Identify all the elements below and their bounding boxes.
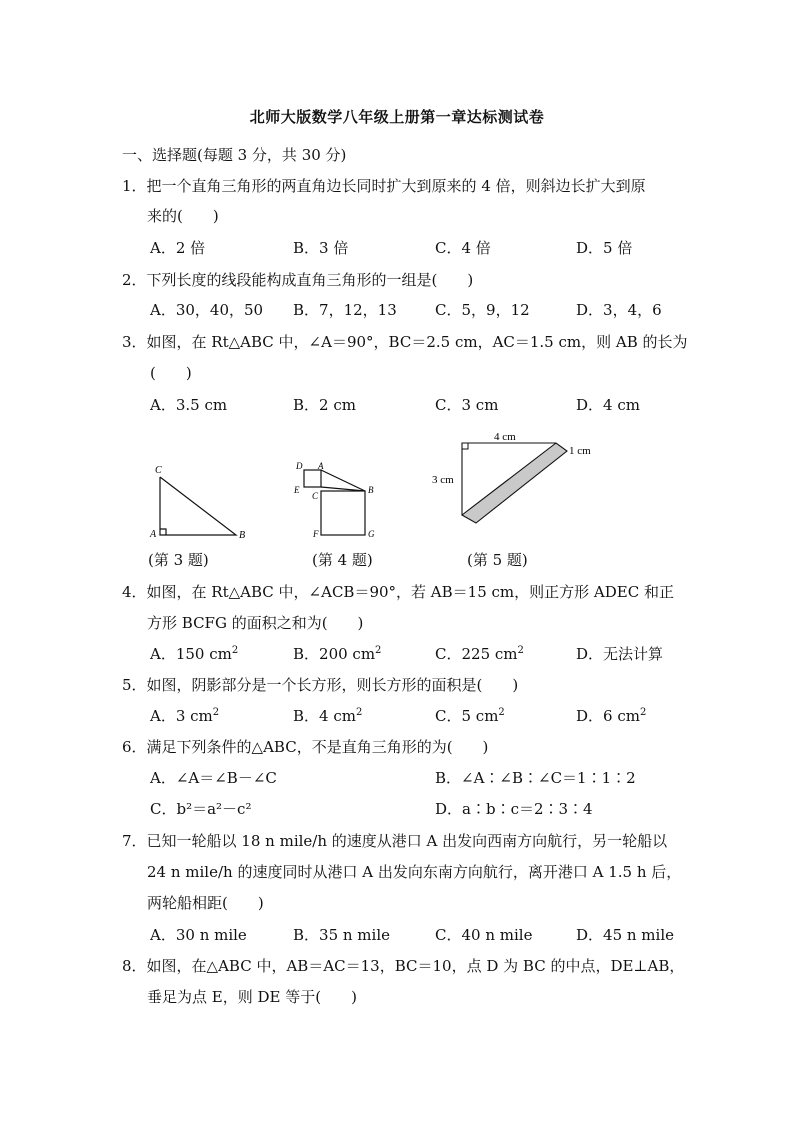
- fig4-label-g: G: [368, 529, 375, 539]
- question-1-text-cont: 来的( ): [147, 207, 219, 225]
- q3-option-c: C．3 cm: [435, 396, 499, 414]
- question-8-text-cont: 垂足为点 E，则 DE 等于( ): [147, 988, 357, 1006]
- q7-option-d: D．45 n mile: [576, 926, 675, 944]
- q3-option-d: D．4 cm: [576, 396, 640, 414]
- question-7-text-cont2: 两轮船相距( ): [147, 894, 264, 912]
- question-2-text: 2．下列长度的线段能构成直角三角形的一组是( ): [122, 271, 474, 289]
- q6-option-a: A．∠A＝∠B－∠C: [150, 769, 277, 787]
- fig5-left-length: 3 cm: [432, 474, 454, 486]
- q4-option-a: A．150 $cm^2$: [150, 645, 239, 663]
- q3-option-b: B．2 cm: [293, 396, 356, 414]
- q2-option-b: B．7，12，13: [293, 301, 397, 319]
- question-7-text: 7．已知一轮船以 18 n mile/h 的速度从港口 A 出发向西南方向航行，另一轮船以: [122, 832, 668, 850]
- question-3-text-cont: ( ): [150, 364, 192, 382]
- fig5-top-length: 4 cm: [494, 431, 516, 443]
- figure-3-caption: (第 3 题): [148, 551, 209, 569]
- q7-option-b: B．35 n mile: [293, 926, 391, 944]
- fig4-label-c: C: [312, 491, 319, 501]
- q1-option-a: A．2 倍: [150, 239, 206, 257]
- page-title: 北师大版数学八年级上册第一章达标测试卷: [249, 108, 545, 126]
- q1-option-b: B．3 倍: [293, 239, 349, 257]
- fig4-label-b: B: [368, 485, 374, 495]
- q5-option-a: A．3 $cm^2$: [150, 707, 220, 725]
- figure-4-squares: [304, 470, 365, 535]
- q1-option-d: D．5 倍: [576, 239, 633, 257]
- figures-area: [0, 425, 794, 565]
- question-3-text: 3．如图，在 Rt△ABC 中，∠A＝90°，BC＝2.5 cm，AC＝1.5 cm，则 AB 的长为: [122, 333, 688, 351]
- q2-option-a: A．30，40，50: [150, 301, 264, 319]
- figure-5-diagram: [462, 443, 567, 523]
- question-4-text-cont: 方形 BCFG 的面积之和为( ): [147, 614, 364, 632]
- fig3-label-b: B: [239, 530, 246, 541]
- q6-option-d: D．a∶b∶c＝2∶3∶4: [435, 800, 593, 818]
- figure-4-caption: (第 4 题): [312, 551, 373, 569]
- question-8-text: 8．如图，在△ABC 中，AB＝AC＝13，BC＝10，点 D 为 BC 的中点，DE⊥AB，: [122, 957, 685, 975]
- q2-option-d: D．3，4，6: [576, 301, 662, 319]
- q2-option-c: C．5，9，12: [435, 301, 530, 319]
- section-heading: 一、选择题(每题 3 分，共 30 分): [122, 146, 347, 164]
- q4-option-c: C．225 $cm^2$: [435, 645, 524, 663]
- fig5-right-length: 1 cm: [569, 445, 591, 457]
- figure-5-caption: (第 5 题): [467, 551, 528, 569]
- q5-option-b: B．4 $cm^2$: [293, 707, 363, 725]
- q4-option-d: D．无法计算: [576, 645, 664, 663]
- q7-option-c: C．40 n mile: [435, 926, 533, 944]
- q6-option-c: C．b²＝a²－c²: [150, 800, 252, 818]
- question-1-text: 1．把一个直角三角形的两直角边长同时扩大到原来的 4 倍，则斜边长扩大到原: [122, 177, 646, 195]
- fig4-label-e: E: [294, 485, 300, 495]
- question-5-text: 5．如图，阴影部分是一个长方形，则长方形的面积是( ): [122, 676, 519, 694]
- q7-option-a: A．30 n mile: [150, 926, 247, 944]
- question-6-text: 6．满足下列条件的△ABC，不是直角三角形的为( ): [122, 738, 489, 756]
- question-7-text-cont: 24 n mile/h 的速度同时从港口 A 出发向东南方向航行，离开港口 A 1.5 h 后，: [147, 863, 682, 881]
- q1-option-c: C．4 倍: [435, 239, 491, 257]
- fig4-label-a: A: [318, 461, 324, 471]
- q3-option-a: A．3.5 cm: [150, 396, 228, 414]
- fig3-label-a: A: [150, 529, 157, 540]
- q6-option-b: B．∠A∶∠B∶∠C＝1∶1∶2: [435, 769, 636, 787]
- fig4-label-f: F: [313, 529, 319, 539]
- q5-option-d: D．6 $cm^2$: [576, 707, 647, 725]
- fig4-label-d: D: [296, 461, 303, 471]
- q4-option-b: B．200 $cm^2$: [293, 645, 382, 663]
- fig3-label-c: C: [155, 465, 162, 476]
- q5-option-c: C．5 $cm^2$: [435, 707, 505, 725]
- figure-3-triangle: [160, 477, 236, 535]
- question-4-text: 4．如图，在 Rt△ABC 中，∠ACB＝90°，若 AB＝15 cm，则正方形 ADEC 和正: [122, 583, 674, 601]
